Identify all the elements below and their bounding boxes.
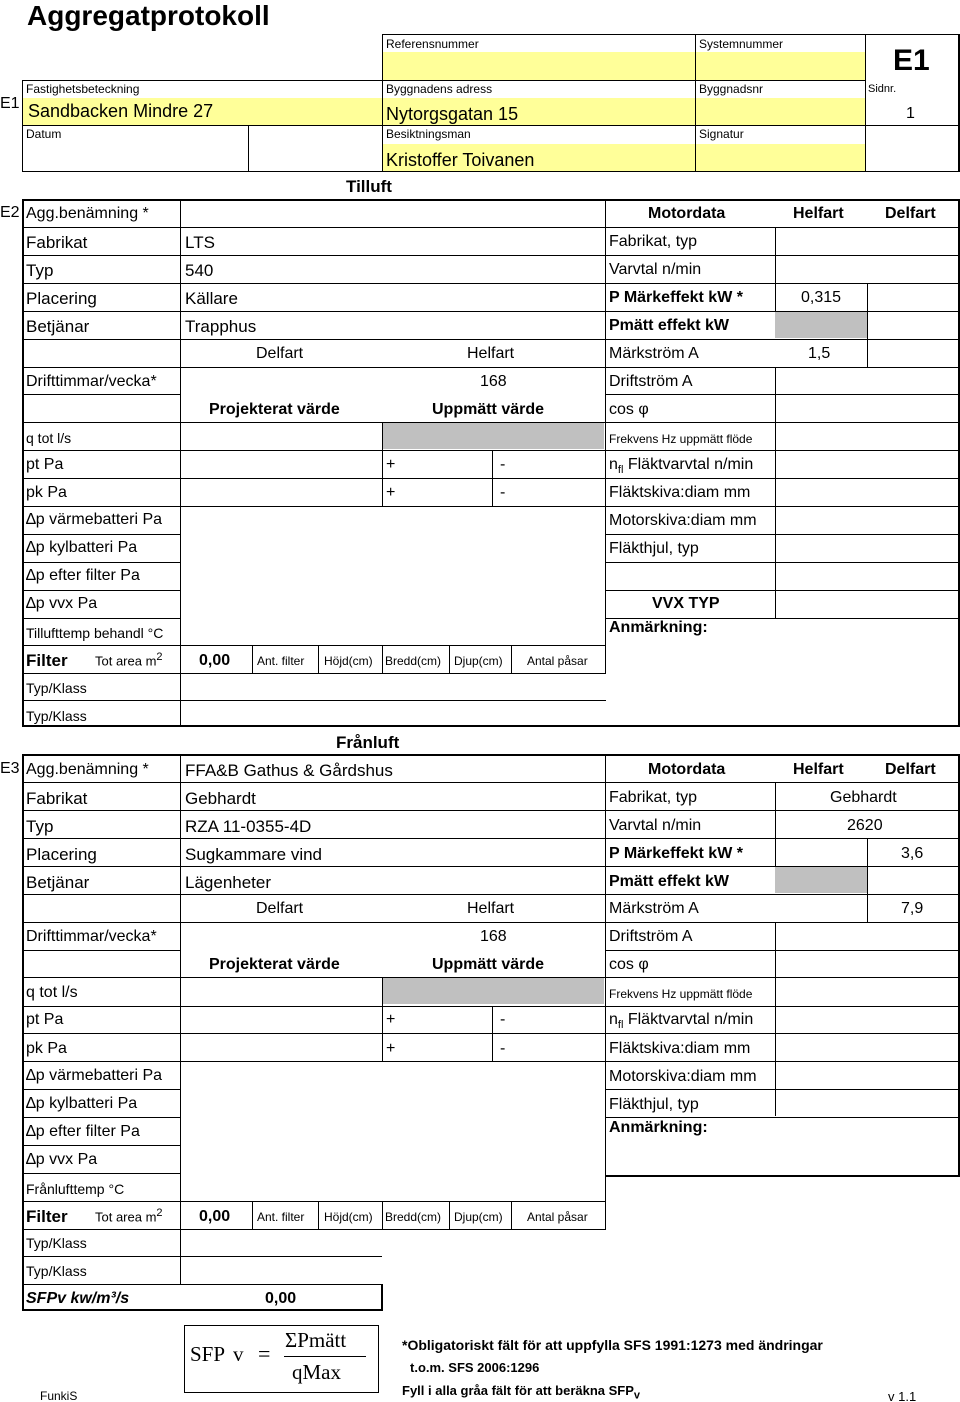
datum-label: Datum [26,127,62,141]
franluft-flaktskiva-label: Fläktskiva:diam mm [609,1040,751,1057]
franluft-typ-label: Typ [26,817,54,836]
tilluft-pk-minus: - [500,484,506,501]
tilluft-marker: E2 [0,204,20,221]
tilluft-fabrikat-typ-label: Fabrikat, typ [609,233,698,250]
referensnummer-label: Referensnummer [386,37,479,51]
tilluft-drifttimmar-value: 168 [480,373,507,390]
referensnummer-field[interactable] [382,52,695,80]
franluft-pk-minus: - [500,1040,506,1057]
franluft-dp-kyl: ∆p kylbatteri Pa [26,1095,138,1112]
tilluft-varvtal-label: Varvtal n/min [609,261,702,278]
franluft-col-helfart: Helfart [467,900,515,917]
formula-lhs: SFP v [190,1342,244,1366]
franluft-varvtal-label: Varvtal n/min [609,817,702,834]
tilluft-flakthjul-label: Fläkthjul, typ [609,540,699,557]
franluft-projekterat: Projekterat värde [209,956,340,973]
franluft-pt-minus: - [500,1011,506,1028]
systemnummer-field[interactable] [695,52,865,80]
tilluft-motordata: Motordata [648,205,726,222]
franluft-title: Frånluft [336,733,400,752]
tilluft-pk-label: pk Pa [26,484,67,501]
franluft-fabrikat-typ-value: Gebhardt [830,789,897,806]
tilluft-pt-minus: - [500,456,506,473]
franluft-qtot-uppmatt-field[interactable] [382,977,604,1004]
form-code: E1 [893,44,930,77]
formula-denominator: qMax [292,1360,341,1384]
tilluft-typ-value: 540 [185,261,214,280]
franluft-pt-plus: + [386,1011,396,1028]
franluft-tot-area: Tot area $m^2$ [95,1207,163,1225]
tilluft-anmarkning: Anmärkning: [609,619,708,636]
tilluft-n-label: $n_{fl}$ Fläktvarvtal n/min [609,456,754,477]
franluft-pk-label: pk Pa [26,1040,67,1057]
sidnr-label: Sidnr. [868,83,897,95]
tilluft-fabrikat-value: LTS [185,233,215,252]
tilluft-frekvens-label: Frekvens Hz uppmätt flöde [609,432,753,446]
franluft-placering-value: Sugkammare vind [185,845,323,864]
franluft-tot-area-value: 0,00 [199,1208,231,1225]
franluft-cos-label: cos φ [609,956,649,973]
adress-label: Byggnadens adress [386,82,493,96]
page-title: Aggregatprotokoll [27,0,270,31]
tilluft-p-marke-value: 0,315 [801,289,842,306]
franluft-betjanar-value: Lägenheter [185,873,272,892]
tilluft-projekterat: Projekterat värde [209,401,340,418]
tilluft-qtot-uppmatt-field[interactable] [382,422,604,449]
franluft-pk-plus: + [386,1040,396,1057]
sidnr-value: 1 [906,105,915,122]
franluft-n-label: $n_{fl}$ Fläktvarvtal n/min [609,1011,754,1032]
franluft-betjanar-label: Betjänar [26,873,90,892]
franluft-dp-vvx: ∆p vvx Pa [26,1151,98,1168]
besiktningsman-label: Besiktningsman [386,127,471,141]
franluft-p-marke-label: P Märkeffekt kW * [609,845,743,862]
franluft-temp-label: Frånlufttemp °C [26,1181,125,1197]
footer-note-2: t.o.m. SFS 2006:1296 [410,1360,540,1375]
adress-value: Nytorgsgatan 15 [386,104,519,124]
tilluft-dp-filter: ∆p efter filter Pa [26,567,140,584]
tilluft-fabrikat-label: Fabrikat [26,233,88,252]
franluft-fabrikat-value: Gebhardt [185,789,256,808]
franluft-drifttimmar-label: Drifttimmar/vecka* [26,928,157,945]
tilluft-placering-value: Källare [185,289,238,308]
tilluft-p-marke-label: P Märkeffekt kW * [609,289,743,306]
formula-eq: = [258,1341,271,1366]
signatur-field[interactable] [695,144,865,171]
fastighet-value: Sandbacken Mindre 27 [28,101,214,121]
byggnadsnr-field[interactable] [695,98,865,125]
tilluft-djup: Djup(cm) [454,654,503,668]
franluft-agg-label: Agg.benämning * [26,761,149,778]
tilluft-pmatt-helfart-field[interactable] [775,311,867,338]
franluft-fabrikat-typ-label: Fabrikat, typ [609,789,698,806]
tilluft-dp-vvx: ∆p vvx Pa [26,595,98,612]
tilluft-hojd: Höjd(cm) [324,654,373,668]
tilluft-col-helfart: Helfart [467,345,515,362]
franluft-motordata: Motordata [648,761,726,778]
footer-note-1: *Obligatoriskt fält för att uppfylla SFS 1991:1273 med ändringar [402,1337,823,1353]
sfpv-value: 0,00 [265,1290,297,1307]
tilluft-tot-area-value: 0,00 [199,652,231,669]
tilluft-helfart-header: Helfart [793,205,844,222]
tilluft-ant-filter: Ant. filter [257,654,305,668]
byggnadsnr-label: Byggnadsnr [699,82,764,96]
franluft-driftstrom-label: Driftström A [609,928,693,945]
franluft-frekvens-label: Frekvens Hz uppmätt flöde [609,987,753,1001]
tilluft-vvx-typ: VVX TYP [652,595,720,612]
formula-numerator: ΣPmätt [285,1328,347,1352]
franluft-varvtal-value: 2620 [847,817,883,834]
franluft-pmatt-helfart-field[interactable] [775,866,867,893]
franluft-qtot-label: q tot l/s [26,984,78,1001]
franluft-placering-label: Placering [26,845,97,864]
tilluft-dp-kyl: ∆p kylbatteri Pa [26,539,138,556]
tilluft-typ-label: Typ [26,261,54,280]
sfpv-label: SFPv kw/m³/s [26,1290,130,1307]
tilluft-typklass-1: Typ/Klass [26,680,87,696]
tilluft-cos-label: cos φ [609,401,649,418]
tilluft-betjanar-value: Trapphus [185,317,257,336]
franluft-uppmatt: Uppmätt värde [432,956,545,973]
tilluft-markstrom-label: Märkström A [609,345,699,362]
tilluft-delfart-header: Delfart [885,205,936,222]
franluft-marker: E3 [0,760,20,777]
franluft-motorskiva-label: Motorskiva:diam mm [609,1068,757,1085]
version-label: v 1.1 [888,1389,917,1402]
franluft-col-delfart: Delfart [256,900,304,917]
franluft-flakthjul-label: Fläkthjul, typ [609,1096,699,1113]
tilluft-tot-area: Tot area $m^2$ [95,651,163,669]
systemnummer-label: Systemnummer [699,37,784,51]
franluft-filter-label: Filter [26,1207,68,1226]
tilluft-flaktskiva-label: Fläktskiva:diam mm [609,484,751,501]
tilluft-pk-plus: + [386,484,396,501]
franluft-delfart-header: Delfart [885,761,936,778]
row-marker: E1 [0,95,20,112]
franluft-dp-varme: ∆p värmebatteri Pa [26,1067,163,1084]
franluft-typ-value: RZA 11-0355-4D [185,817,312,836]
franluft-pmatt-label: Pmätt effekt kW [609,873,730,890]
franluft-typklass-1: Typ/Klass [26,1235,87,1251]
tilluft-pmatt-label: Pmätt effekt kW [609,317,730,334]
signatur-label: Signatur [699,127,744,141]
franluft-pt-label: pt Pa [26,1011,64,1028]
tilluft-filter-label: Filter [26,651,68,670]
tilluft-pt-plus: + [386,456,396,473]
footer-note-3: Fyll i alla gråa fält för att beräkna $SFP_v$ [402,1383,641,1402]
tilluft-drifttimmar-label: Drifttimmar/vecka* [26,373,157,390]
franluft-anmarkning: Anmärkning: [609,1119,708,1136]
besiktningsman-value: Kristoffer Toivanen [386,150,535,170]
tilluft-pt-label: pt Pa [26,456,64,473]
franluft-djup: Djup(cm) [454,1210,503,1224]
franluft-agg-value: FFA&B Gathus & Gårdshus [185,761,393,780]
tilluft-placering-label: Placering [26,289,97,308]
tilluft-dp-varme: ∆p värmebatteri Pa [26,511,163,528]
tilluft-agg-label: Agg.benämning * [26,205,149,222]
franluft-helfart-header: Helfart [793,761,844,778]
franluft-typklass-2: Typ/Klass [26,1263,87,1279]
brand-label: FunkiS [40,1389,78,1402]
franluft-markstrom-value: 7,9 [901,900,924,917]
franluft-bredd: Bredd(cm) [385,1210,442,1224]
tilluft-markstrom-value: 1,5 [808,345,831,362]
tilluft-temp-label: Tillufttemp behandl °C [26,625,164,641]
franluft-p-marke-value: 3,6 [901,845,924,862]
tilluft-bredd: Bredd(cm) [385,654,442,668]
franluft-antal-pasar: Antal påsar [527,1210,588,1224]
tilluft-typklass-2: Typ/Klass [26,708,87,724]
franluft-drifttimmar-value: 168 [480,928,507,945]
tilluft-driftstrom-label: Driftström A [609,373,693,390]
tilluft-betjanar-label: Betjänar [26,317,90,336]
franluft-markstrom-label: Märkström A [609,900,699,917]
tilluft-title: Tilluft [346,177,392,196]
tilluft-col-delfart: Delfart [256,345,304,362]
tilluft-motorskiva-label: Motorskiva:diam mm [609,512,757,529]
tilluft-qtot-label: q tot l/s [26,430,72,446]
tilluft-uppmatt: Uppmätt värde [432,401,545,418]
franluft-hojd: Höjd(cm) [324,1210,373,1224]
tilluft-antal-pasar: Antal påsar [527,654,588,668]
franluft-dp-filter: ∆p efter filter Pa [26,1123,140,1140]
franluft-fabrikat-label: Fabrikat [26,789,88,808]
fastighet-label: Fastighetsbeteckning [26,82,140,96]
franluft-ant-filter: Ant. filter [257,1210,305,1224]
